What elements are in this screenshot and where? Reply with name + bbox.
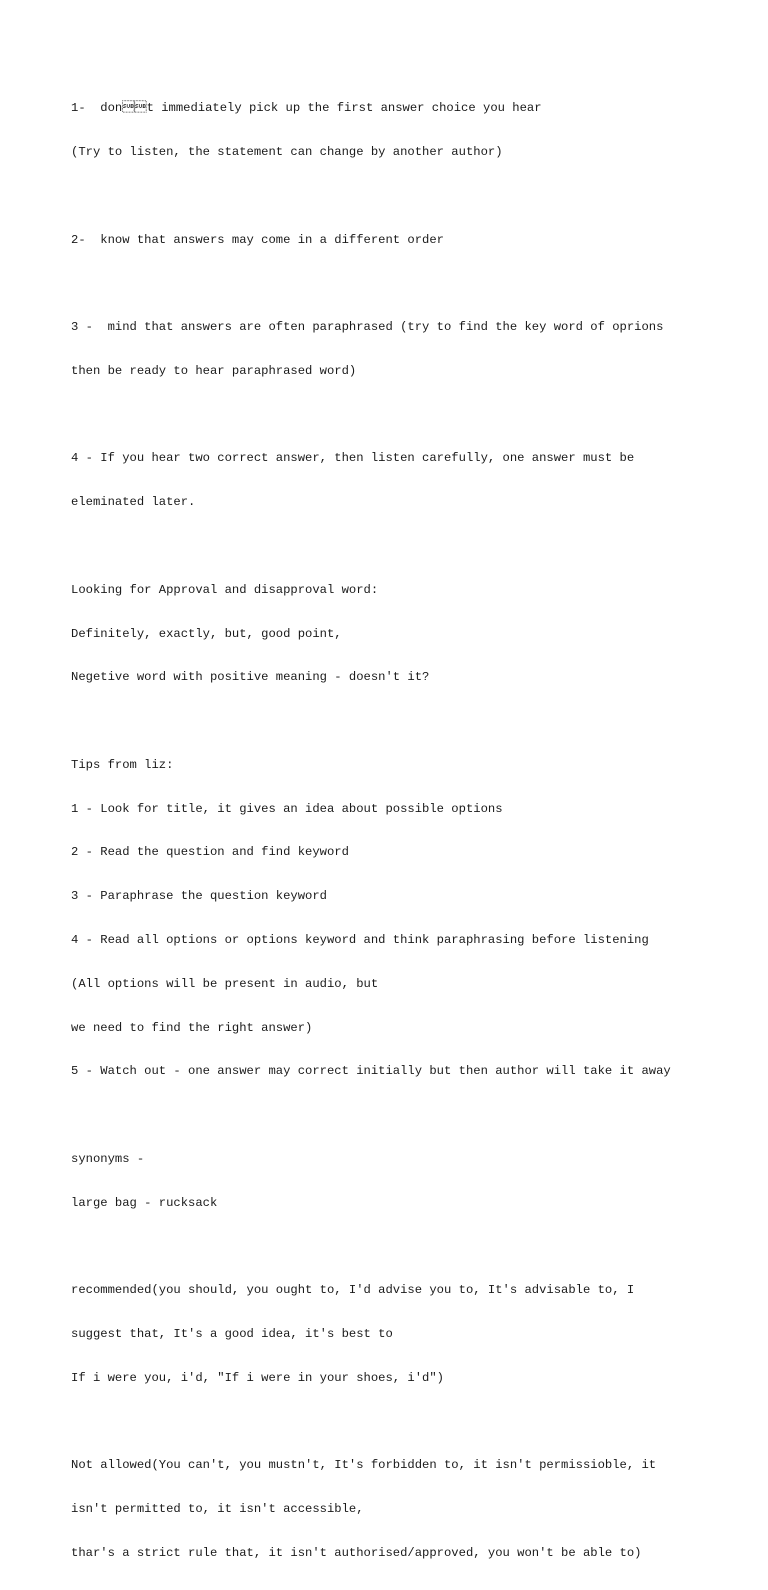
blank-line (71, 408, 751, 423)
text-line: Definitely, exactly, but, good point, (71, 626, 342, 641)
text-line: Negetive word with positive meaning - doesn't it? (71, 670, 430, 685)
text-line: 4 - If you hear two correct answer, then listen carefully, one answer must be (71, 451, 635, 466)
text-line: 4 - Read all options or options keyword and think paraphrasing before listening (71, 933, 649, 948)
blank-line (71, 1108, 751, 1123)
text-line: we need to find the right answer) (71, 1020, 313, 1035)
text-line: Tips from liz: (71, 757, 174, 772)
blank-line (71, 1240, 751, 1255)
text-line: suggest that, It's a good idea, it's best to (71, 1327, 393, 1342)
blank-line (71, 539, 751, 554)
text-line: Not allowed(You can't, you mustn't, It's forbidden to, it isn't permissioble, it (71, 1458, 657, 1473)
blank-line (71, 189, 751, 204)
text-line: recommended(you should, you ought to, I'd advise you to, It's advisable to, I (71, 1283, 635, 1298)
text-line: thar's a strict rule that, it isn't authorised/approved, you won't be able to) (71, 1545, 642, 1560)
blank-line (71, 276, 751, 291)
text-line: (Try to listen, the statement can change by another author) (71, 144, 503, 159)
text-line: 3 - Paraphrase the question keyword (71, 889, 327, 904)
text-line: 1 - Look for title, it gives an idea about possible options (71, 801, 503, 816)
text-line: then be ready to hear paraphrased word) (71, 363, 357, 378)
text-line: (All options will be present in audio, but (71, 976, 379, 991)
text-line: eleminated later. (71, 495, 196, 510)
text-line: 2- know that answers may come in a different order (71, 232, 444, 247)
text-line: If i were you, i'd, "If i were in your shoes, i'd") (71, 1370, 444, 1385)
blank-line (71, 714, 751, 729)
text-line: Looking for Approval and disapproval word: (71, 582, 379, 597)
text-line: 3 - mind that answers are often paraphrased (try to find the key word of oprions (71, 320, 664, 335)
blank-line (71, 1415, 751, 1430)
text-line: 5 - Watch out - one answer may correct initially but then author will take it away (71, 1064, 671, 1079)
text-line: 2 - Read the question and find keyword (71, 845, 349, 860)
document-body (71, 72, 751, 1590)
text-line: 1- dont immediately pick up the first answer choice you hear (71, 101, 542, 116)
text-line: synonyms - (71, 1151, 145, 1166)
text-line: large bag - rucksack (71, 1195, 218, 1210)
text-line: isn't permitted to, it isn't accessible, (71, 1502, 364, 1517)
